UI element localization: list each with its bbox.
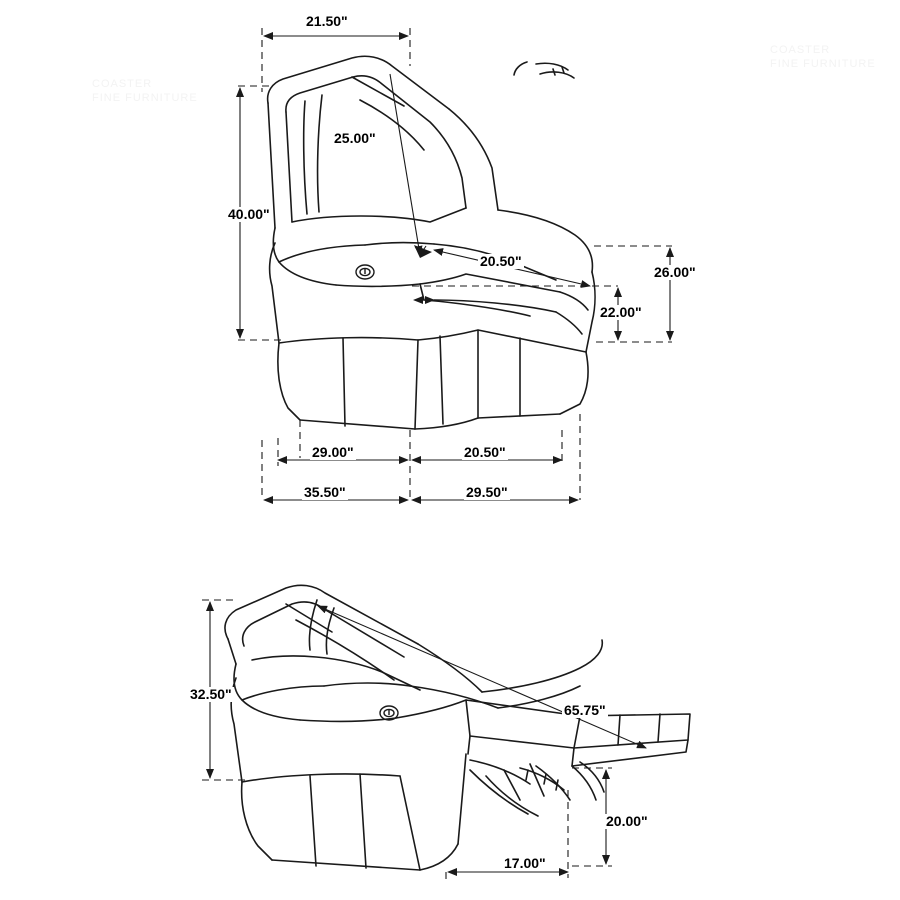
dim-arm-height: 26.00" [654, 264, 696, 280]
dim-seat-back-width: 21.50" [306, 13, 348, 29]
watermark-tagline-top: FINE FURNITURE [770, 58, 876, 70]
upright-chair-outline [268, 56, 595, 429]
dim-seat-height: 22.00" [600, 304, 642, 320]
watermark-tagline-left: FINE FURNITURE [92, 92, 198, 104]
upright-dimension-lines [238, 28, 672, 500]
dim-base-depth-front: 29.00" [312, 444, 354, 460]
dim-reclined-length: 65.75" [564, 702, 606, 718]
dim-back-cushion-height: 25.00" [334, 130, 376, 146]
dim-base-depth-rear: 20.50" [464, 444, 506, 460]
dim-overall-height: 40.00" [228, 206, 270, 222]
power-button-icon [356, 265, 398, 720]
watermark-brand-left: COASTER [92, 78, 153, 90]
dim-overall-depth-rear: 29.50" [466, 484, 508, 500]
dim-reclined-height: 32.50" [190, 686, 232, 702]
reclined-dimension-lines [202, 600, 646, 880]
watermark-brand-top: COASTER [770, 44, 831, 56]
dim-seat-depth: 20.50" [480, 253, 522, 269]
dim-overall-depth-front: 35.50" [304, 484, 346, 500]
dim-footrest-height: 20.00" [606, 813, 648, 829]
dim-footrest-depth: 17.00" [504, 855, 546, 871]
